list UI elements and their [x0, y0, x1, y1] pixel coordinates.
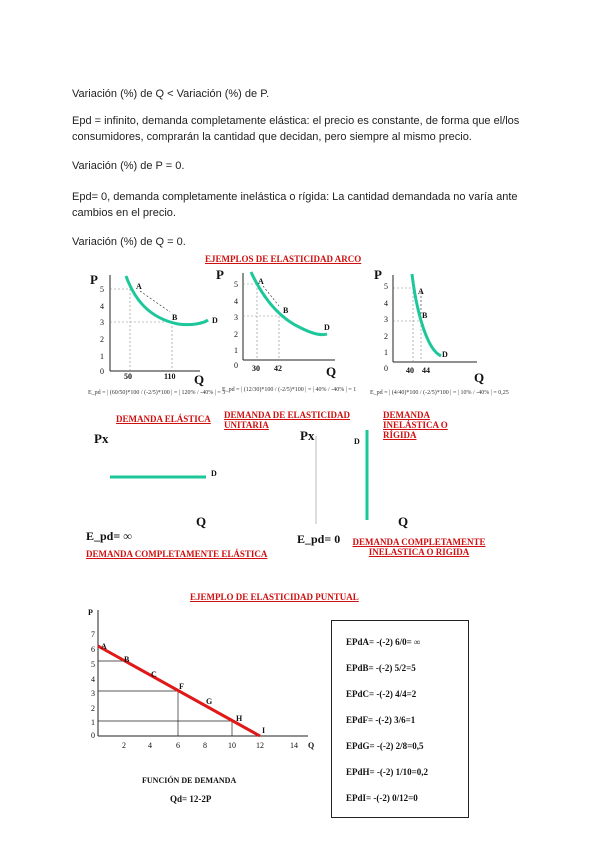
point-label: F: [179, 682, 184, 691]
y-tick: 0: [384, 364, 388, 373]
point-label: C: [151, 670, 157, 679]
arc-caption-3: DEMANDA INELÁSTICA O RÍGIDA: [383, 410, 448, 440]
function-title: FUNCIÓN DE DEMANDA: [142, 776, 237, 785]
y-tick: 0: [91, 731, 95, 740]
y-tick: 1: [100, 352, 104, 361]
axis-q-label: Q: [398, 514, 409, 529]
point-a: A: [258, 277, 264, 286]
elastic-formula: E_pd= ∞: [86, 529, 132, 543]
point-title: EJEMPLO DE ELASTICIDAD PUNTUAL: [190, 592, 359, 602]
y-tick: 5: [234, 280, 238, 289]
y-tick: 5: [100, 285, 104, 294]
equation-row: EPdB= -(-2) 5/2=5: [346, 663, 416, 673]
axis-q-label: Q: [474, 370, 485, 385]
equation-row: EPdI= -(-2) 0/12=0: [346, 793, 418, 803]
arc-graph-1-plot: [100, 270, 240, 380]
point-b: B: [422, 311, 428, 320]
axis-q-label: Q: [308, 741, 315, 750]
axis-q-label: Q: [326, 364, 337, 379]
equation-row: EPdH= -(-2) 1/10=0,2: [346, 767, 429, 777]
point-a: A: [136, 282, 142, 291]
elastic-caption: DEMANDA COMPLETAMENTE ELÁSTICA: [86, 549, 268, 559]
x-tick: 44: [422, 366, 430, 375]
y-tick: 3: [234, 313, 238, 322]
point-label: B: [124, 655, 130, 664]
x-tick: 110: [164, 372, 176, 381]
y-tick: 3: [91, 689, 95, 698]
point-label: I: [262, 726, 266, 735]
x-tick: 2: [122, 741, 126, 750]
paragraph-2: Epd = infinito, demanda completamente elástica: el precio es constante, de forma que el/los consumidores, comprarán la cantidad que decidan, pero siempre al mismo precio.: [72, 115, 520, 143]
equation-row: EPdC= -(-2) 4/4=2: [346, 689, 417, 699]
y-tick: 5: [91, 660, 95, 669]
arc-caption-2: DEMANDA DE ELASTICIDAD UNITARIA: [224, 410, 351, 430]
y-tick: 3: [100, 318, 104, 327]
curve-d: D: [212, 316, 218, 325]
axis-px-label: Px: [300, 428, 315, 443]
point-plot: [98, 610, 318, 740]
y-tick: 4: [234, 297, 238, 306]
point-label: H: [236, 714, 243, 723]
x-tick: 4: [148, 741, 152, 750]
y-tick: 1: [91, 718, 95, 727]
arc-caption-1: DEMANDA ELÁSTICA: [116, 414, 211, 424]
y-tick: 3: [384, 315, 388, 324]
arc-formula-2: E_pd = | (12/30)*100 / (-2/5)*100 | = | 40% / -40% | = 1: [222, 387, 357, 393]
axis-q-label: Q: [194, 372, 205, 387]
axis-q-label: Q: [196, 514, 207, 529]
x-tick: 14: [290, 741, 298, 750]
y-tick: 5: [384, 282, 388, 291]
inelastic-caption: DEMANDA COMPLETAMENTE INELASTICA O RIGIDA: [352, 537, 486, 557]
y-tick: 6: [91, 645, 95, 654]
arc-graph-3-plot: [385, 270, 495, 370]
point-label: G: [206, 697, 213, 706]
function-equation: Qd= 12-2P: [170, 794, 212, 804]
y-tick: 2: [91, 704, 95, 713]
inelastic-axis: [314, 436, 324, 536]
y-tick: 0: [100, 367, 104, 376]
curve-d: D: [354, 437, 360, 446]
curve-d: D: [211, 469, 217, 478]
y-tick: 2: [384, 332, 388, 341]
arc-formula-3: E_pd = | (4/40)*100 / (-2/5)*100 | = | 10% / -40% | = 0,25: [370, 390, 509, 396]
point-b: B: [283, 306, 289, 315]
paragraph-5: Variación (%) de Q = 0.: [72, 236, 186, 248]
x-tick: 6: [176, 741, 180, 750]
inelastic-formula: E_pd= 0: [297, 532, 341, 546]
x-tick: 50: [124, 372, 132, 381]
y-tick: 4: [91, 675, 95, 684]
elastic-line: [110, 470, 220, 480]
x-tick: 40: [406, 366, 414, 375]
curve-d: D: [324, 323, 330, 332]
y-tick: 1: [234, 346, 238, 355]
axis-p-label: P: [88, 608, 93, 617]
y-tick: 0: [234, 361, 238, 370]
point-a: A: [418, 287, 424, 296]
x-tick: 12: [256, 741, 264, 750]
axis-px-label: Px: [94, 431, 109, 446]
x-tick: 30: [252, 364, 260, 373]
point-label: A: [101, 642, 107, 651]
y-tick: 2: [234, 330, 238, 339]
equation-row: EPdF= -(-2) 3/6=1: [346, 715, 416, 725]
inelastic-line: [364, 430, 374, 530]
y-tick: 4: [384, 299, 388, 308]
elasticity-table: [331, 620, 469, 818]
paragraph-4: Epd= 0, demanda completamente inelástica o rígida: La cantidad demandada no varía ante cambios en el precio.: [72, 191, 518, 219]
y-tick: 2: [100, 335, 104, 344]
axis-p-label: P: [216, 267, 224, 282]
arc-formula-1: E_pd = | (60/50)*100 / (-2/5)*100 | = | 120% / -40% | = 3: [88, 390, 226, 396]
arc-title: EJEMPLOS DE ELASTICIDAD ARCO: [205, 254, 362, 264]
paragraph-3: Variación (%) de P = 0.: [72, 160, 185, 172]
y-tick: 7: [91, 630, 95, 639]
x-tick: 10: [228, 741, 236, 750]
x-tick: 8: [203, 741, 207, 750]
x-tick: 42: [274, 364, 282, 373]
paragraph-1: Variación (%) de Q < Variación (%) de P.: [72, 88, 270, 100]
curve-d: D: [442, 350, 448, 359]
y-tick: 4: [100, 302, 104, 311]
y-tick: 1: [384, 348, 388, 357]
point-b: B: [172, 313, 178, 322]
equation-row: EPdA= -(-2) 6/0= ∞: [346, 637, 421, 647]
equation-row: EPdG= -(-2) 2/8=0,5: [346, 741, 424, 751]
arc-graph-2-plot: [235, 268, 355, 368]
axis-p-label: P: [90, 272, 98, 287]
axis-p-label: P: [374, 267, 382, 282]
